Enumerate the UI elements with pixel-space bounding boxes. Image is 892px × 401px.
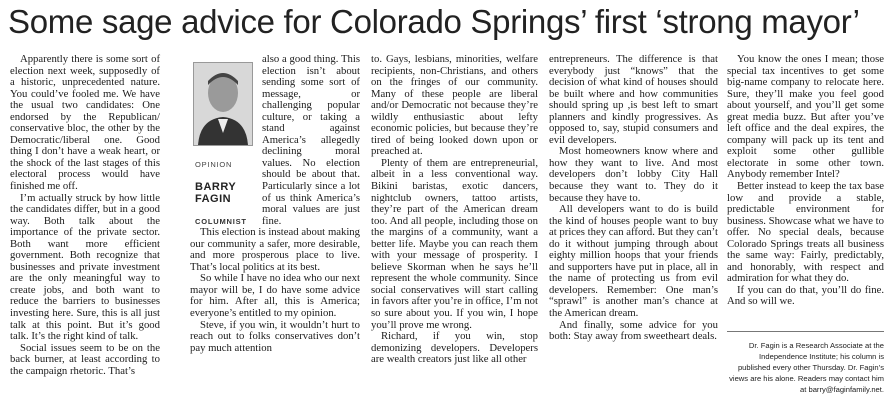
paragraph: also a good thing. This election isn’t about sending some sort of message, or challenging popular culture, or taking a stand against America’s allegedly declining moral values. No election should be about that. Particularly since a lot of us think America’s moral values are just fine. — [262, 53, 360, 227]
article-column-1 — [10, 54, 160, 377]
paragraph: This election is instead about making our community a safer, more desirable, and more prosperous place to live. That’s local politics at its best. — [190, 226, 360, 273]
author-last-name: FAGIN — [195, 193, 232, 205]
article-column-3 — [371, 54, 538, 366]
article-column-2 — [190, 54, 360, 354]
author-bio: Dr. Fagin is a Research Associate at the Independence Institute; his column is published every other Thursday. Dr. Fagin’s views are his alone. Readers may contact him at barry@faginfamily.net. — [727, 331, 884, 395]
paragraph: Most homeowners know where and how they want to live. And most developers don’t lobby City Hall because they want to. They do it because they have to. — [549, 145, 718, 204]
paragraph: to. Gays, lesbians, minorities, welfare recipients, non-Christians, and others on the fringes of our community. Many of these people are liberal and/or Democratic not because they’re wildly enthusiastic about lefty economic policies, but because they’re tired of being looked down upon or preached at. — [371, 53, 538, 158]
author-role: COLUMNIST — [195, 217, 247, 226]
paragraph: You know the ones I mean; those special tax incentives to get some big-name company to relocate here. Sure, they’ll make you feel good about yourself, and you’ll get some great media buzz. But after you’ve left office and the deal expires, the company will pack up its tent and exploit some other gullible electorate in some other town. Anybody remember Intel? — [727, 53, 884, 181]
headline: Some sage advice for Colorado Springs’ first ‘strong mayor’ — [8, 3, 860, 40]
paragraph: Richard, if you win, stop demonizing developers. Developers are wealth creators just like all other — [371, 330, 538, 366]
paragraph: Apparently there is some sort of election next week, supposedly of a historic, unprecedented nature. You could’ve fooled me. We have the usual two candidates: One endorsed by the Republican/ conservative bloc, the other by the Democratic/liberal one. Good thing I don’t have a weak heart, or the shock of the last stages of this electoral process would have finished me off. — [10, 53, 160, 193]
article-column-4 — [549, 54, 718, 343]
paragraph: And finally, some advice for you both: Stay away from sweetheart deals. — [549, 318, 718, 343]
paragraph: Steve, if you win, it wouldn’t hurt to reach out to folks conservatives don’t pay much attention — [190, 318, 360, 354]
paragraph: If you can do that, you’ll do fine. And so will we. — [727, 283, 884, 308]
author-first-name: BARRY — [195, 181, 237, 193]
paragraph: Social issues seem to be on the back burner, at least according to the campaign rhetoric. That’s — [10, 341, 160, 377]
article-column-5 — [727, 54, 884, 308]
paragraph: So while I have no idea who our next mayor will be, I do have some advice for him. After all, this is America; everyone’s entitled to my opinion. — [190, 272, 360, 320]
paragraph: I’m actually struck by how little the candidates differ, but in a good way. Both talk about the importance of the private sector. Both want more efficient government. Both recognize that businesses and private investment are the only meaningful way to create jobs, and both want to reduce the barriers to businesses investing here. Sure, this is all just talk at this point. But it’s good talk. It’s the right kind of talk. — [10, 191, 160, 343]
opinion-kicker: OPINION — [195, 160, 233, 169]
paragraph: All developers want to do is build the kind of houses people want to buy at prices they can afford. But they can’t do it without jumping through about eighty million hoops that your friends and supporters have put in place, all in the name of protecting us from evil developers. Remember: One man’s “sprawl” is another man’s chance at the American dream. — [549, 203, 718, 320]
paragraph: entrepreneurs. The difference is that everybody just “knows” that the decision of what kind of houses should be built where and how communities should spring up ,is best left to smart planners and kindly progressives. As opposed to, say, stupid consumers and evil developers. — [549, 53, 718, 146]
paragraph: Plenty of them are entrepreneurial, albeit in a less conventional way. Bikini baristas, exotic dancers, nightclub owners, tattoo artists, they’re part of the American dream too. And all people, including those on the margins of a community, want a better life. Maybe you can reach them with your message of prosperity. I believe Skorman when he says he’ll represent the whole community. Since social conservatives will start calling in favors after you’re in office, I’m not so sure about you. If you win, I hope you’ll prove me wrong. — [371, 156, 538, 331]
paragraph: Better instead to keep the tax base low and provide a stable, predictable environment for business. Showcase what we have to offer. No special deals, because Colorado Springs treats all business the same way: Fairly, predictably, and honorably, with respect and admiration for what they do. — [727, 180, 884, 285]
